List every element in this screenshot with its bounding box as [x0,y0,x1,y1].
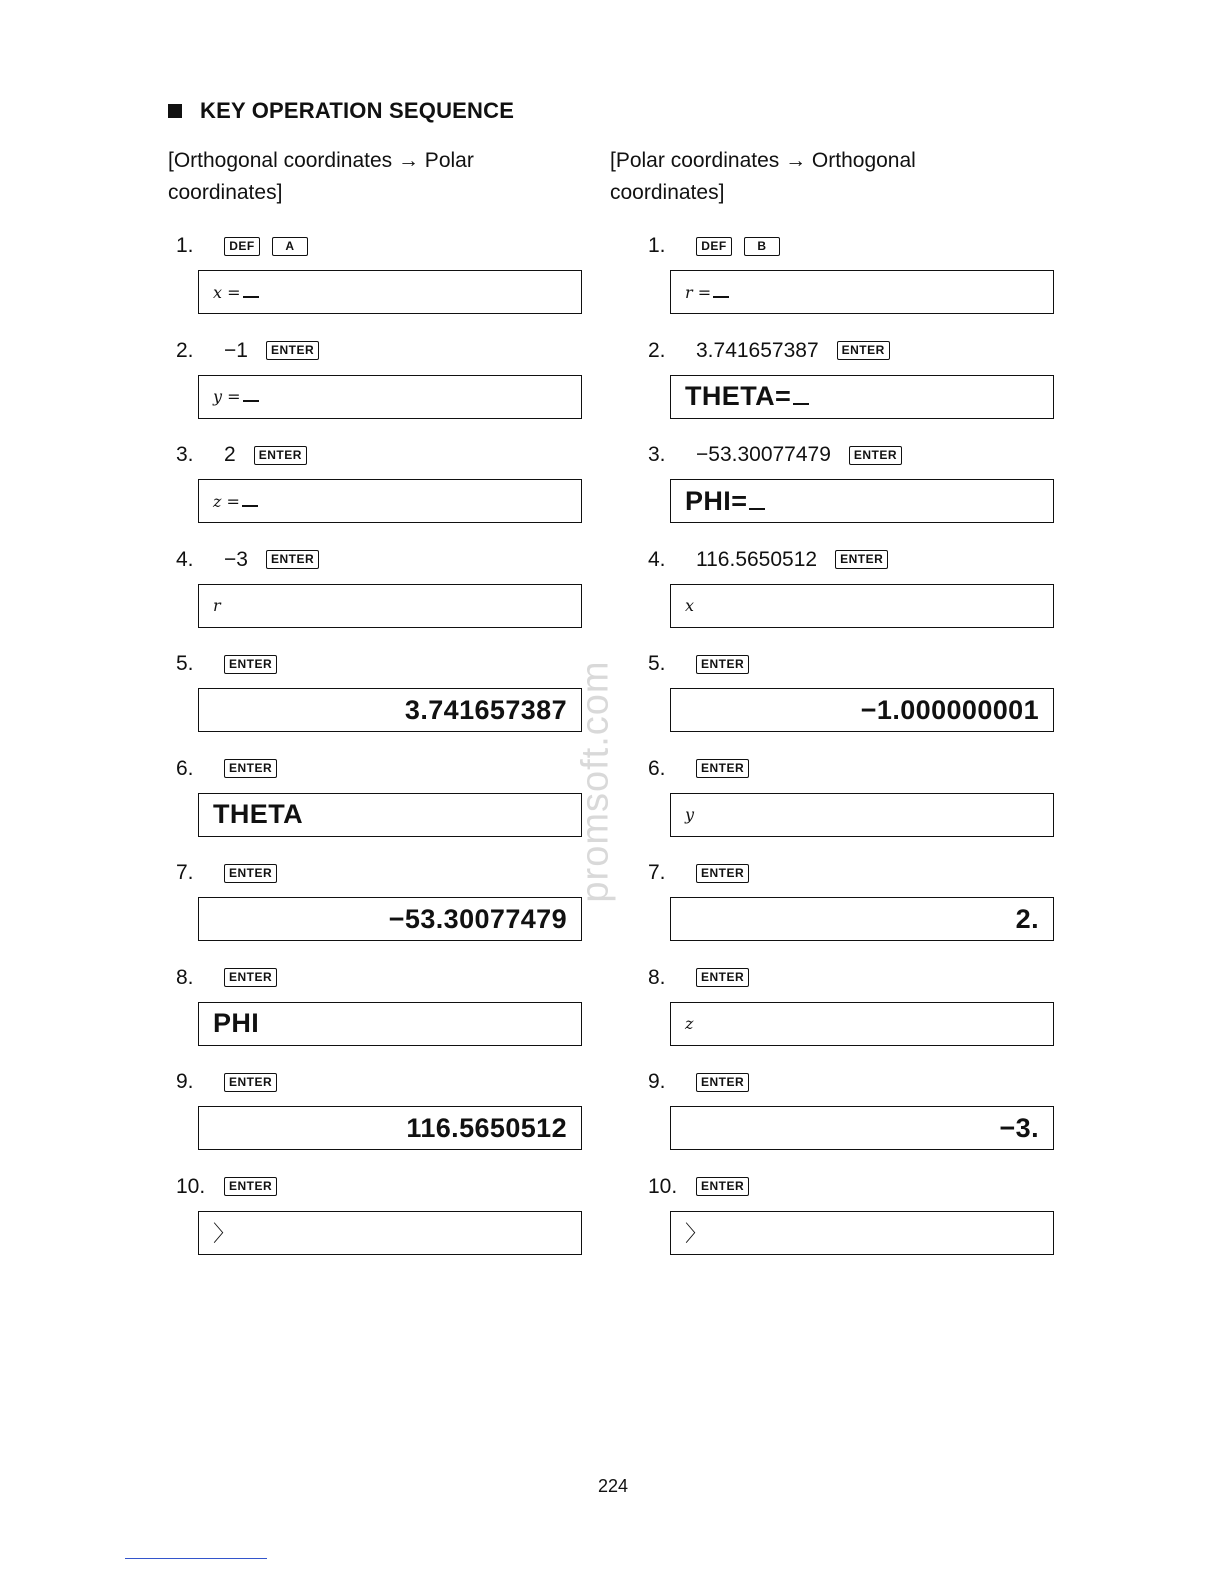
step-keys [648,650,761,678]
key-a: A [272,237,308,256]
display-value: y = [213,387,241,406]
lcd-display [198,270,582,314]
lcd-display [198,1211,582,1255]
step-input-value: −1 [224,338,248,362]
step-input-value: −3 [224,547,248,571]
key-enter: ENTER [224,864,277,883]
display-value: 2. [1015,903,1039,934]
display-value: 〉 [213,1221,236,1246]
step-number: 2. [648,338,666,362]
step-keys [176,859,289,887]
lcd-display [670,270,1054,314]
display-text [671,596,708,615]
title-text: KEY OPERATION SEQUENCE [200,98,515,123]
display-text [1002,904,1053,935]
step-number: 1. [648,234,666,257]
display-text [847,695,1053,726]
display-text [671,381,823,412]
display-value: −3. [999,1112,1039,1143]
step-number: 6. [176,756,194,780]
display-text [392,1113,581,1144]
display-text [199,387,273,406]
lcd-display [198,688,582,732]
lcd-display [198,1002,582,1046]
display-value: z = [213,491,240,511]
step-number: 2. [176,338,194,362]
display-text [671,1014,707,1033]
step-number: 1. [176,234,194,257]
lcd-display [670,375,1054,419]
step-keys [176,755,289,783]
display-text [671,1217,721,1248]
divider [125,1558,267,1559]
lcd-display [670,897,1054,941]
cursor-icon [749,508,765,510]
key-enter: ENTER [696,759,749,778]
step-input-value: 116.5650512 [696,547,818,571]
key-enter: ENTER [224,968,277,987]
key-b: B [744,237,780,256]
step-keys [648,755,761,783]
display-value: PHI [213,1008,260,1038]
key-enter: ENTER [696,1177,749,1196]
key-enter: ENTER [266,550,319,569]
step-number: 10. [176,1174,206,1198]
cursor-icon [242,505,258,507]
key-enter: ENTER [696,864,749,883]
step-number: 9. [648,1070,666,1093]
lcd-display [670,1002,1054,1046]
step-keys [648,859,761,887]
display-text [671,805,708,824]
step-input-value: −53.30077479 [696,443,831,466]
display-value: −1.000000001 [860,694,1039,725]
display-text [375,904,581,935]
display-value: r = [685,282,712,302]
display-value: 3.741657387 [404,694,567,725]
display-text [199,596,235,615]
key-enter: ENTER [224,1177,277,1196]
step-number: 3. [176,443,194,466]
display-value: THETA [213,799,303,829]
display-text [199,1008,273,1039]
key-enter: ENTER [696,1073,749,1092]
step-keys [648,232,792,260]
step-number: 4. [176,547,194,571]
key-enter: ENTER [254,446,307,465]
step-input-value: 2 [224,443,236,466]
step-number: 10. [648,1174,678,1198]
page-number: 224 [598,1476,629,1496]
lcd-display [670,1211,1054,1255]
display-value: x [685,596,695,615]
step-number: 6. [648,756,666,780]
key-def: DEF [224,237,260,256]
step-number: 3. [648,443,666,466]
display-text [199,1217,249,1248]
display-value: −53.30077479 [388,903,567,934]
display-value: y [685,805,695,824]
square-bullet-icon [168,104,182,118]
step-keys [176,650,289,678]
lcd-display [670,1106,1054,1150]
display-text [199,492,272,511]
lcd-display [198,375,582,419]
lcd-display [198,793,582,837]
display-text [199,283,273,302]
key-def: DEF [696,237,732,256]
step-keys [648,1173,761,1201]
cursor-icon [793,403,809,405]
display-value: z [685,1014,694,1033]
step-keys [648,1068,761,1096]
step-number: 5. [648,652,666,675]
key-enter: ENTER [224,759,277,778]
display-value: x = [213,282,241,302]
display-value: 116.5650512 [406,1112,567,1143]
key-enter: ENTER [266,341,319,360]
step-keys [648,546,900,574]
step-keys [648,964,761,992]
step-keys [176,1173,289,1201]
cursor-icon [243,400,259,402]
step-keys [176,337,331,365]
display-text [671,283,743,302]
step-keys [176,1068,289,1096]
lcd-display [670,688,1054,732]
step-number: 8. [176,965,194,989]
lcd-display [670,793,1054,837]
display-text [671,486,779,517]
step-number: 4. [648,547,666,571]
step-keys [648,337,902,365]
key-enter: ENTER [224,655,277,674]
display-value: PHI= [685,485,748,516]
step-keys [648,441,914,469]
display-value: r [213,596,221,615]
step-number: 9. [176,1070,194,1093]
lcd-display [198,897,582,941]
step-keys [176,441,319,469]
key-enter: ENTER [224,1073,277,1092]
step-number: 8. [648,965,666,989]
page-title [168,98,514,124]
cursor-icon [243,296,259,298]
display-value: THETA= [685,381,792,411]
lcd-display [198,1106,582,1150]
step-number: 7. [648,861,666,884]
key-enter: ENTER [849,446,902,465]
left-column-heading: [Orthogonal coordinates → Polar coordinates] [168,149,474,204]
cursor-icon [713,296,729,298]
step-number: 7. [176,861,194,884]
key-enter: ENTER [835,550,888,569]
step-input-value: 3.741657387 [696,338,819,362]
key-enter: ENTER [696,968,749,987]
right-column-heading: [Polar coordinates → Orthogonal coordinates] [610,149,916,204]
display-value: 〉 [685,1221,708,1246]
display-text [986,1113,1054,1144]
step-keys [176,232,320,260]
step-keys [176,546,331,574]
key-enter: ENTER [696,655,749,674]
key-enter: ENTER [837,341,890,360]
lcd-display [198,479,582,523]
step-number: 5. [176,652,194,675]
display-text [391,695,581,726]
display-text [199,799,317,830]
watermark: promsoft.com [574,660,617,903]
lcd-display [198,584,582,628]
step-keys [176,964,289,992]
lcd-display [670,479,1054,523]
lcd-display [670,584,1054,628]
